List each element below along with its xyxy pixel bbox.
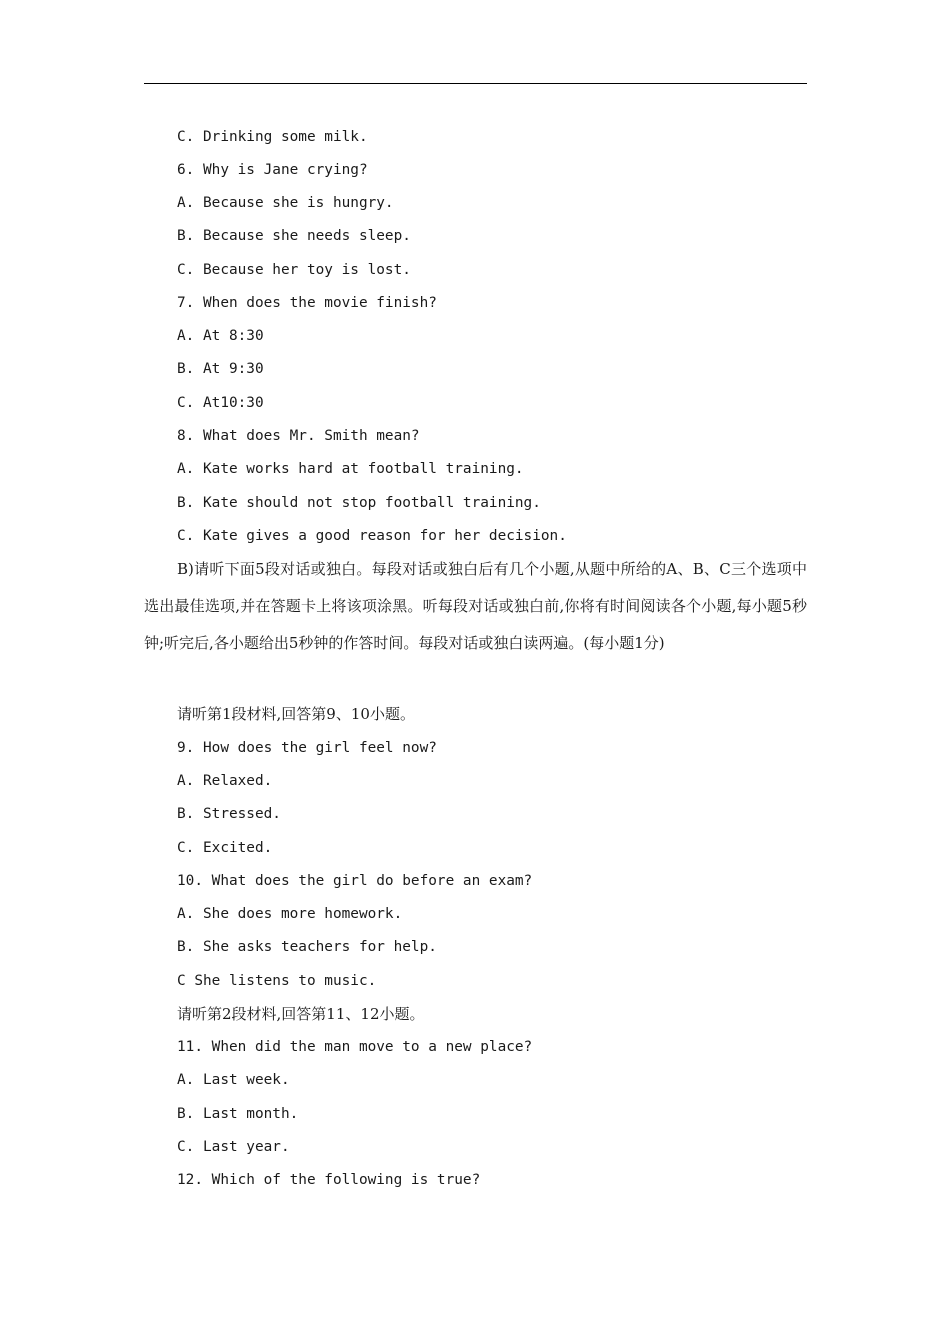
option-11a: A. Last week. (177, 1072, 290, 1088)
option-7b: B. At 9:30 (177, 361, 264, 377)
question-10: 10. What does the girl do before an exam? (177, 873, 533, 889)
option-11b: B. Last month. (177, 1106, 299, 1122)
option-11c: C. Last year. (177, 1139, 290, 1155)
option-9b: B. Stressed. (177, 806, 281, 822)
option-8b: B. Kate should not stop football training. (177, 495, 541, 511)
question-12: 12. Which of the following is true? (177, 1172, 481, 1188)
material-2-heading: 请听第2段材料,回答第11、12小题。 (177, 1005, 425, 1023)
question-6: 6. Why is Jane crying? (177, 162, 368, 178)
option-6c: C. Because her toy is lost. (177, 262, 411, 278)
option-7a: A. At 8:30 (177, 328, 264, 344)
option-10c: C She listens to music. (177, 973, 377, 989)
question-11: 11. When did the man move to a new place? (177, 1039, 533, 1055)
option-8a: A. Kate works hard at football training. (177, 461, 524, 477)
option-6a: A. Because she is hungry. (177, 195, 394, 211)
material-1-heading: 请听第1段材料,回答第9、10小题。 (177, 705, 415, 723)
question-8: 8. What does Mr. Smith mean? (177, 428, 420, 444)
option-6b: B. Because she needs sleep. (177, 228, 411, 244)
option-5c: C. Drinking some milk. (177, 129, 368, 145)
option-10a: A. She does more homework. (177, 906, 403, 922)
section-b-instructions: B)请听下面5段对话或独白。每段对话或独白后有几个小题,从题中所给的A、B、C三个选项中选出最佳选项,并在答题卡上将该项涂黑。听每段对话或独白前,你将有时间阅读各个小题,每小题5秒钟;听完后,各小题给出5秒钟的作答时间。每段对话或独白读两遍。(每小题1分) (144, 560, 807, 652)
option-10b: B. She asks teachers for help. (177, 939, 437, 955)
question-7: 7. When does the movie finish? (177, 295, 437, 311)
header-rule (144, 83, 807, 84)
option-9a: A. Relaxed. (177, 773, 273, 789)
option-9c: C. Excited. (177, 840, 273, 856)
question-9: 9. How does the girl feel now? (177, 740, 437, 756)
option-7c: C. At10:30 (177, 395, 264, 411)
option-8c: C. Kate gives a good reason for her decision. (177, 528, 567, 544)
